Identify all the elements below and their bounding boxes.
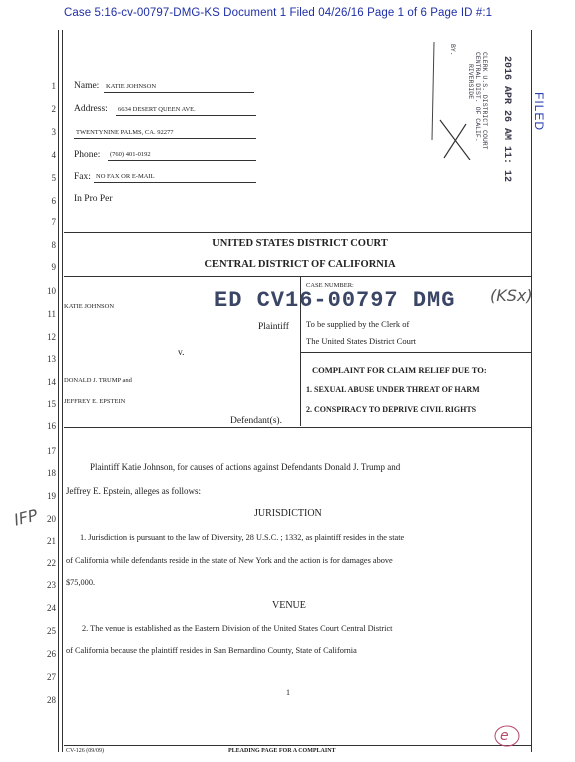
stamp-clerk-line-3: RIVERSIDE bbox=[467, 64, 474, 100]
left-margin-rule-outer bbox=[58, 30, 59, 752]
versus: v. bbox=[178, 348, 185, 358]
claim-2: 2. CONSPIRACY TO DEPRIVE CIVIL RIGHTS bbox=[306, 405, 477, 414]
line-number: 26 bbox=[47, 649, 56, 659]
line-number: 6 bbox=[51, 196, 56, 206]
address-underline2 bbox=[74, 138, 256, 139]
defendant-label: Defendant(s). bbox=[230, 416, 282, 426]
jurisdiction-line-3: $75,000. bbox=[66, 578, 96, 587]
footer-rule bbox=[64, 745, 532, 746]
intro-line-1: Plaintiff Katie Johnson, for causes of actions against Defendants Donald J. Trump and bbox=[90, 462, 401, 472]
supplied-by-1: To be supplied by the Clerk of bbox=[306, 319, 410, 329]
jurisdiction-heading: JURISDICTION bbox=[254, 508, 322, 519]
defendant-2: JEFFREY E. EPSTEIN bbox=[64, 398, 126, 405]
page-number: 1 bbox=[286, 688, 290, 697]
line-number: 12 bbox=[47, 332, 56, 342]
court-district: CENTRAL DISTRICT OF CALIFORNIA bbox=[204, 259, 396, 270]
address-label: Address: bbox=[74, 104, 108, 114]
caption-top-rule bbox=[64, 276, 532, 277]
caption-mid-rule bbox=[300, 352, 532, 353]
footer-title: PLEADING PAGE FOR A COMPLAINT bbox=[228, 748, 336, 754]
in-pro-per: In Pro Per bbox=[74, 194, 113, 204]
line-number: 19 bbox=[47, 491, 56, 501]
right-margin-rule bbox=[531, 30, 532, 752]
phone-underline bbox=[108, 160, 256, 161]
venue-heading: VENUE bbox=[272, 600, 306, 611]
claim-1: 1. SEXUAL ABUSE UNDER THREAT OF HARM bbox=[306, 385, 480, 394]
line-number: 23 bbox=[47, 580, 56, 590]
left-margin-rule-inner bbox=[62, 30, 63, 752]
fax-underline bbox=[94, 182, 256, 183]
margin-initial: e bbox=[500, 728, 509, 744]
line-number: 14 bbox=[47, 377, 56, 387]
line-number: 25 bbox=[47, 626, 56, 636]
stamp-date: 2016 APR 26 AM 11: 12 bbox=[501, 56, 512, 183]
filed-stamp: FILED bbox=[532, 92, 546, 132]
supplied-by-2: The United States District Court bbox=[306, 336, 417, 346]
intro-line-2: Jeffrey E. Epstein, alleges as follows: bbox=[66, 486, 202, 496]
line-number: 2 bbox=[51, 104, 56, 114]
plaintiff-label: Plaintiff bbox=[258, 322, 289, 332]
address-underline1 bbox=[116, 115, 256, 116]
address-line2: TWENTYNINE PALMS, CA. 92277 bbox=[76, 129, 174, 136]
stamp-clerk-line-1: CLERK U.S. DISTRICT COURT bbox=[481, 52, 488, 150]
line-number: 28 bbox=[47, 695, 56, 705]
case-header: Case 5:16-cv-00797-DMG-KS Document 1 Filed 04/26/16 Page 1 of 6 Page ID #:1 bbox=[64, 7, 493, 19]
jurisdiction-line-2: of California while defendants reside in the state of New York and the action is for damages above bbox=[66, 556, 393, 565]
name-underline bbox=[104, 92, 254, 93]
line-number: 21 bbox=[47, 536, 56, 546]
line-number: 7 bbox=[51, 217, 56, 227]
form-id: CV-126 (09/09) bbox=[66, 748, 104, 754]
margin-initial-circle bbox=[492, 722, 522, 750]
venue-line-1: 2. The venue is established as the Eastern Division of the United States Court Central District bbox=[82, 624, 393, 633]
venue-line-2: of California because the plaintiff resides in San Bernardino County, State of California bbox=[66, 646, 357, 655]
line-number: 15 bbox=[47, 399, 56, 409]
line-number: 22 bbox=[47, 558, 56, 568]
line-number: 24 bbox=[47, 603, 56, 613]
line-number: 16 bbox=[47, 421, 56, 431]
line-number: 13 bbox=[47, 354, 56, 364]
line-number: 4 bbox=[51, 150, 56, 160]
case-number-label: CASE NUMBER: bbox=[306, 282, 354, 289]
name-value: KATIE JOHNSON bbox=[106, 83, 157, 90]
plaintiff-name: KATIE JOHNSON bbox=[64, 303, 115, 310]
line-number: 17 bbox=[47, 446, 56, 456]
phone-value: (760) 401-0192 bbox=[110, 151, 151, 158]
case-number-handwritten: (KSx) bbox=[490, 286, 533, 305]
stamp-clerk-line-2: CENTRAL DIST. OF CALIF. bbox=[474, 52, 481, 142]
name-label: Name: bbox=[74, 81, 100, 91]
address-line1: 6634 DESERT QUEEN AVE. bbox=[118, 106, 196, 113]
caption-bottom-rule-right bbox=[300, 427, 532, 428]
line-number: 11 bbox=[47, 309, 56, 319]
line-number: 18 bbox=[47, 468, 56, 478]
fax-value: NO FAX OR E-MAIL bbox=[96, 173, 155, 180]
phone-label: Phone: bbox=[74, 150, 101, 160]
jurisdiction-line-1: 1. Jurisdiction is pursuant to the law of Diversity, 28 U.S.C. ; 1332, as plaintiff resides in the state bbox=[80, 533, 405, 542]
line-number: 20 bbox=[47, 514, 56, 524]
line-number: 27 bbox=[47, 672, 56, 682]
stamp-signature-mark bbox=[430, 40, 490, 160]
ifp-margin-note: IFP bbox=[12, 505, 40, 530]
stamp-by: BY. bbox=[449, 44, 456, 56]
court-name: UNITED STATES DISTRICT COURT bbox=[212, 238, 388, 249]
line-number: 10 bbox=[47, 286, 56, 296]
line-number: 5 bbox=[51, 173, 56, 183]
case-number-stamp: ED CV16-00797 DMG bbox=[214, 288, 456, 313]
complaint-title: COMPLAINT FOR CLAIM RELIEF DUE TO: bbox=[312, 365, 487, 375]
caption-bottom-rule-left bbox=[64, 427, 300, 428]
line-number: 1 bbox=[51, 81, 56, 91]
line-number: 9 bbox=[51, 262, 56, 272]
line-number: 8 bbox=[51, 240, 56, 250]
line-number: 3 bbox=[51, 127, 56, 137]
court-title-top-rule bbox=[64, 232, 532, 233]
fax-label: Fax: bbox=[74, 172, 91, 182]
defendant-1: DONALD J. TRUMP and bbox=[64, 377, 132, 384]
